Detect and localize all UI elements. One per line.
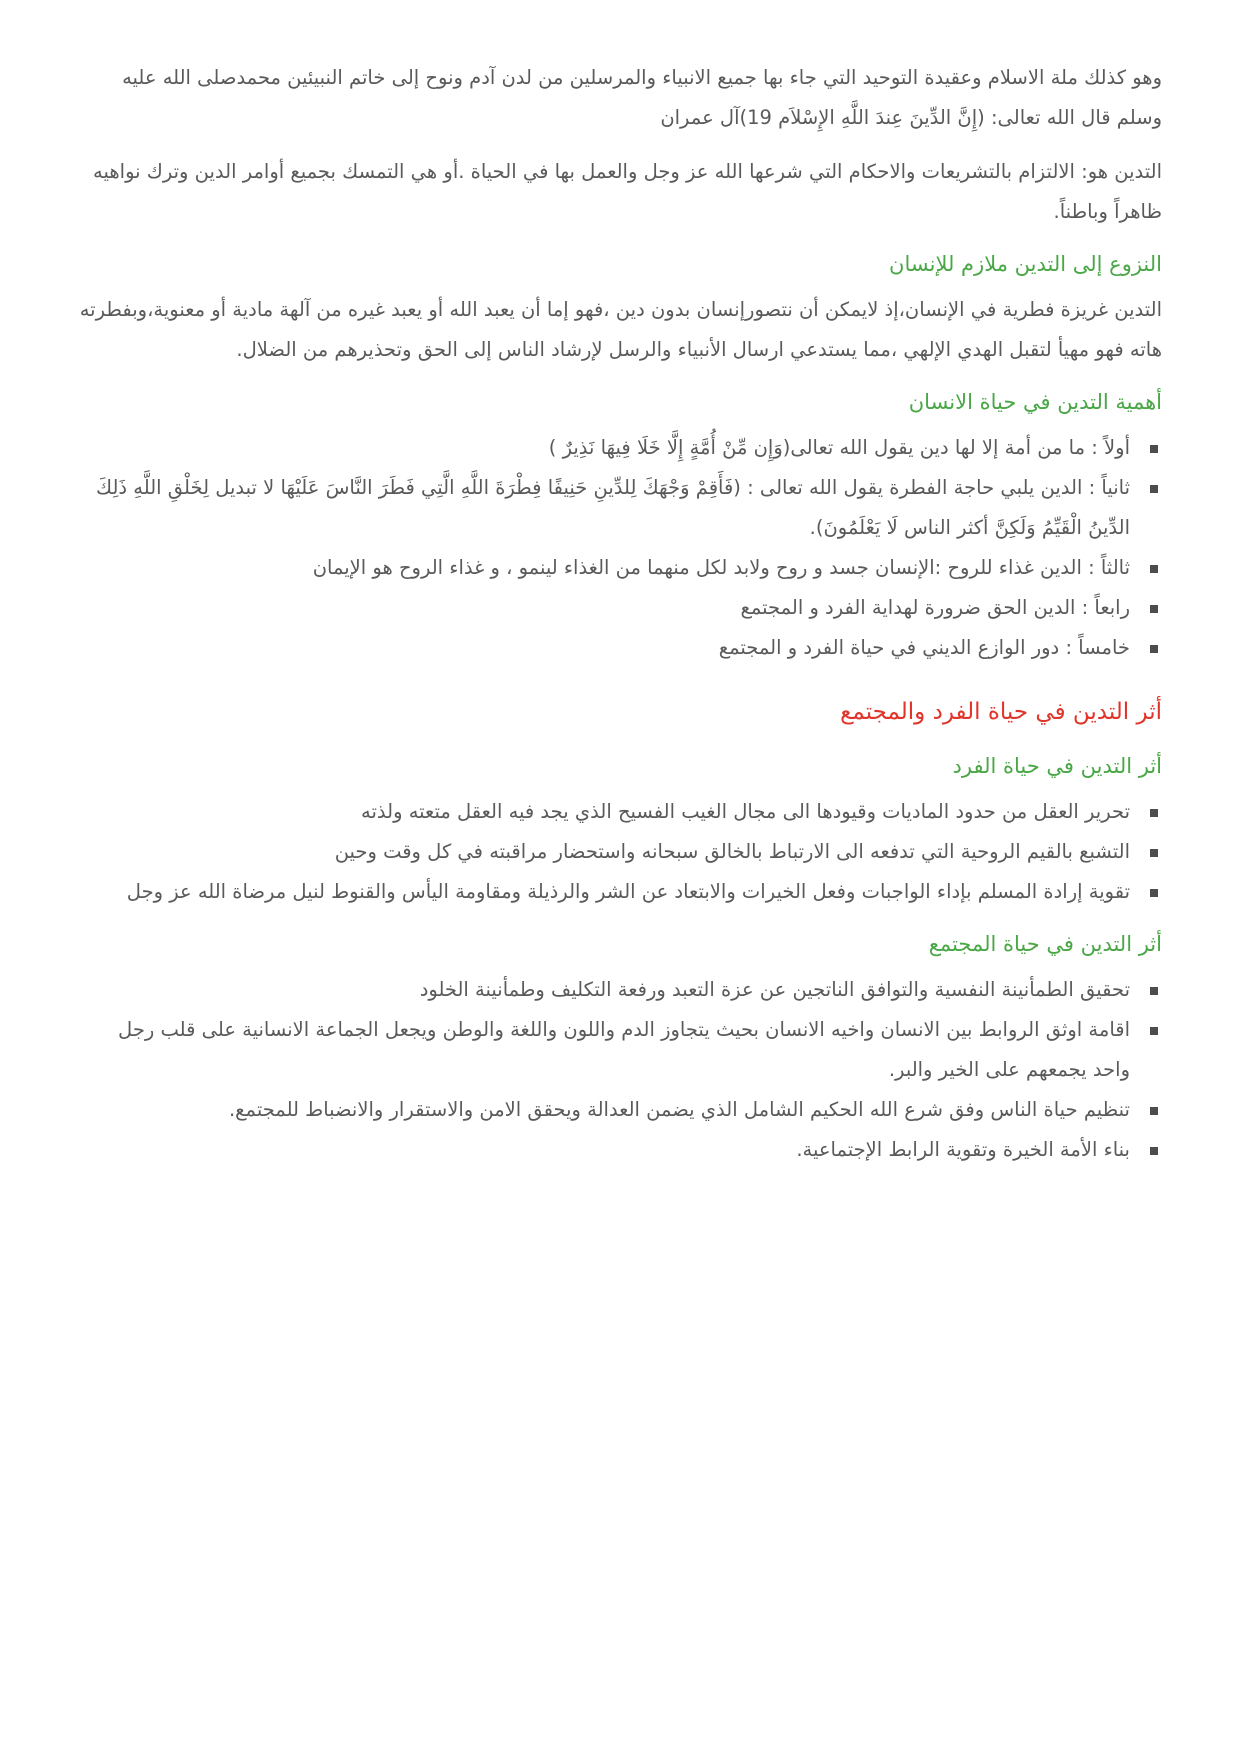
list-item: بناء الأمة الخيرة وتقوية الرابط الإجتماعية.: [77, 1130, 1162, 1170]
importance-list: [77, 428, 1162, 668]
bullet-square-icon: [1150, 889, 1158, 897]
list-item: تنظيم حياة الناس وفق شرع الله الحكيم الشامل الذي يضمن العدالة ويحقق الامن والاستقرار والانضباط للمجتمع.: [77, 1090, 1162, 1130]
individual-effect-list: [77, 792, 1162, 912]
bullet-square-icon: [1150, 1107, 1158, 1115]
list-item: التشبع بالقيم الروحية التي تدفعه الى الارتباط بالخالق سبحانه واستحضار مراقبته في كل وقت وحين: [77, 832, 1162, 872]
bullet-square-icon: [1150, 645, 1158, 653]
list-item: ثالثاً : الدين غذاء للروح :الإنسان جسد و روح ولابد لكل منهما من الغذاء لينمو ، و غذاء الروح هو الإيمان: [77, 548, 1162, 588]
document-page: [77, 58, 1162, 1178]
list-item: رابعاً : الدين الحق ضرورة لهداية الفرد و المجتمع: [77, 588, 1162, 628]
bullet-square-icon: [1150, 445, 1158, 453]
bullet-square-icon: [1150, 987, 1158, 995]
list-item: خامساً : دور الوازع الديني في حياة الفرد و المجتمع: [77, 628, 1162, 668]
heading-effect: أثر التدين في حياة الفرد والمجتمع: [840, 699, 1162, 725]
bullet-square-icon: [1150, 809, 1158, 817]
list-item: تحرير العقل من حدود الماديات وقيودها الى مجال الغيب الفسيح الذي يجد فيه العقل متعته ولذته: [77, 792, 1162, 832]
list-item: تحقيق الطمأنينة النفسية والتوافق الناتجين عن عزة التعبد ورفعة التكليف وطمأنينة الخلود: [77, 970, 1162, 1010]
heading-instinct: النزوع إلى التدين ملازم للإنسان: [889, 252, 1162, 276]
bullet-square-icon: [1150, 1027, 1158, 1035]
list-item: أولاً : ما من أمة إلا لها دين يقول الله تعالى(وَإِن مِّنْ أُمَّةٍ إِلَّا خَلَا فِيهَا نَذِيرٌ ): [77, 428, 1162, 468]
intro-paragraph-2: التدين هو: الالتزام بالتشريعات والاحكام التي شرعها الله عز وجل والعمل بها في الحياة .أو هي التمسك بجميع أوامر الدين وترك نواهيه ظاهراً وباطناً.: [93, 160, 1162, 223]
bullet-square-icon: [1150, 849, 1158, 857]
intro-paragraph-1: وهو كذلك ملة الاسلام وعقيدة التوحيد التي جاء بها جميع الانبياء والمرسلين من لدن آدم ونوح إلى خاتم النبيئين محمدصلى الله عليه وسلم قال الله تعالى: (إِنَّ الدِّينَ عِندَ اللَّهِ الإِسْلاَم 19)آل عمران: [122, 66, 1162, 129]
bullet-square-icon: [1150, 1147, 1158, 1155]
heading-effect-society: أثر التدين في حياة المجتمع: [928, 932, 1162, 956]
list-item: اقامة اوثق الروابط بين الانسان واخيه الانسان بحيث يتجاوز الدم واللون واللغة والوطن ويجعل الجماعة الانسانية على قلب رجل واحد يجمعهم على الخير والبر.: [77, 1010, 1162, 1090]
society-effect-list: [77, 970, 1162, 1170]
instinct-paragraph: التدين غريزة فطرية في الإنسان،إذ لايمكن أن نتصورإنسان بدون دين ،فهو إما أن يعبد الله أو يعبد غيره من آلهة مادية أو معنوية،وبفطرته هاته فهو مهيأ لتقبل الهدي الإلهي ،مما يستدعي ارسال الأنبياء والرسل لإرشاد الناس إلى الحق وتحذيرهم من الضلال.: [79, 298, 1162, 361]
bullet-square-icon: [1150, 565, 1158, 573]
bullet-square-icon: [1150, 485, 1158, 493]
bullet-square-icon: [1150, 605, 1158, 613]
heading-effect-individual: أثر التدين في حياة الفرد: [952, 754, 1162, 778]
list-item: ثانياً : الدين يلبي حاجة الفطرة يقول الله تعالى : (فَأَقِمْ وَجْهَكَ لِلدِّينِ حَنِيفًا فِطْرَةَ اللَّهِ الَّتِي فَطَرَ النَّاسَ عَلَيْهَا لا تبديل لِخَلْقِ اللَّهِ ذَلِكَ الدِّينُ الْقَيِّمُ وَلَكِنَّ أكثر الناس لَا يَعْلَمُونَ).: [77, 468, 1162, 548]
heading-importance: أهمية التدين في حياة الانسان: [908, 390, 1162, 414]
list-item: تقوية إرادة المسلم بإداء الواجبات وفعل الخيرات والابتعاد عن الشر والرذيلة ومقاومة اليأس والقنوط لنيل مرضاة الله عز وجل: [77, 872, 1162, 912]
